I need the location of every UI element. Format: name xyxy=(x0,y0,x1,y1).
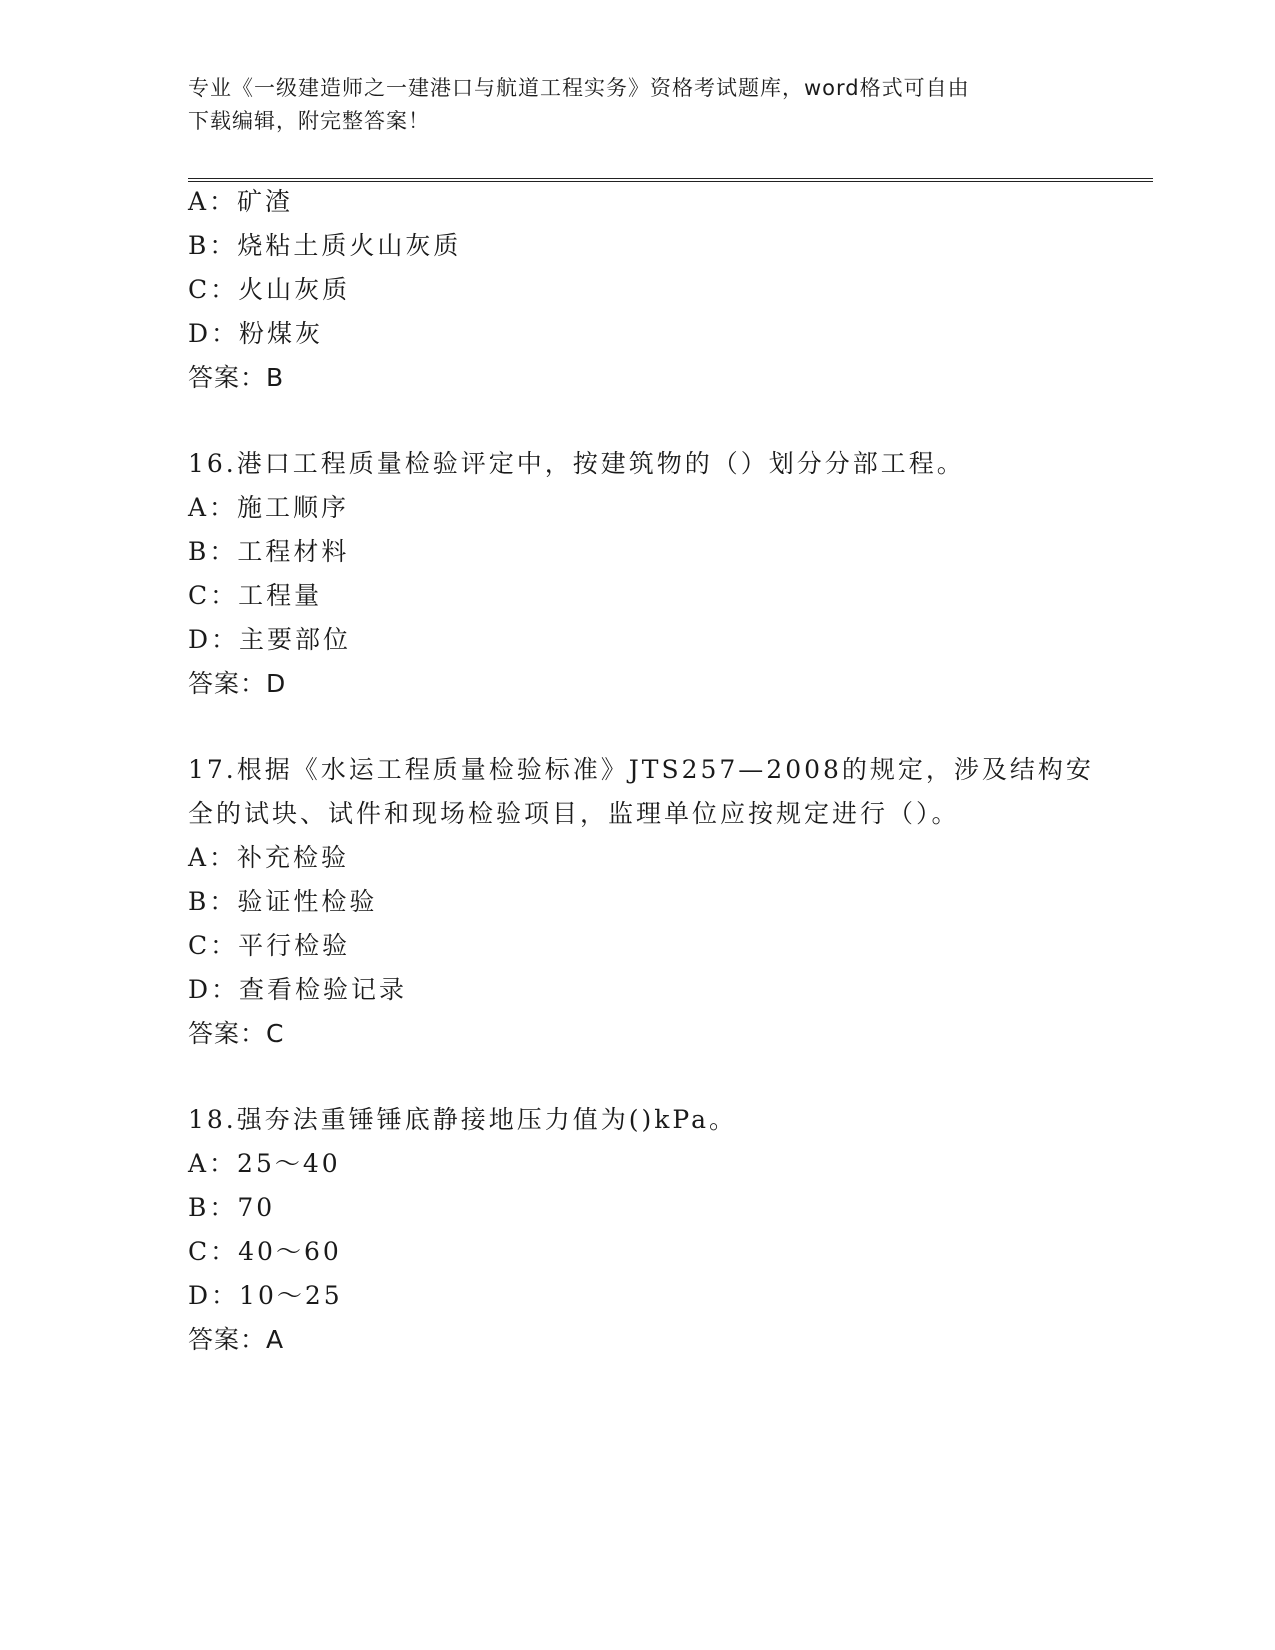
header-line-1: 专业《一级建造师之一建港口与航道工程实务》资格考试题库，word格式可自由 xyxy=(188,76,970,100)
q18-option-a: A：25～40 xyxy=(188,1149,341,1178)
header-line-2: 下载编辑，附完整答案！ xyxy=(188,109,430,133)
q15-answer: 答案：B xyxy=(188,363,285,392)
q17-option-d: D：查看检验记录 xyxy=(188,975,408,1004)
q17-answer: 答案：C xyxy=(188,1019,285,1048)
q18-answer: 答案：A xyxy=(188,1325,285,1354)
q15-option-a: A：矿渣 xyxy=(188,187,294,216)
q15-option-b: B：烧粘土质火山灰质 xyxy=(188,231,462,260)
q18-option-b: B：70 xyxy=(188,1193,276,1222)
q17-question-line-2: 全的试块、试件和现场检验项目，监理单位应按规定进行（）。 xyxy=(188,799,960,828)
q16-answer: 答案：D xyxy=(188,669,287,698)
q16-option-b: B：工程材料 xyxy=(188,537,350,566)
q15-option-d: D：粉煤灰 xyxy=(188,319,324,348)
q16-option-a: A：施工顺序 xyxy=(188,493,350,522)
q17-option-a: A：补充检验 xyxy=(188,843,350,872)
q17-option-b: B：验证性检验 xyxy=(188,887,378,916)
q16-option-d: D：主要部位 xyxy=(188,625,352,654)
q15-option-c: C：火山灰质 xyxy=(188,275,351,304)
q18-question: 18.强夯法重锤锤底静接地压力值为()kPa。 xyxy=(188,1105,738,1134)
q18-option-d: D：10～25 xyxy=(188,1281,343,1310)
q17-question-line-1: 17.根据《水运工程质量检验标准》JTS257—2008的规定，涉及结构安 xyxy=(188,755,1094,784)
header-divider xyxy=(188,178,1153,182)
q18-option-c: C：40～60 xyxy=(188,1237,342,1266)
q16-option-c: C：工程量 xyxy=(188,581,323,610)
document-header xyxy=(188,72,1088,138)
q17-option-c: C：平行检验 xyxy=(188,931,351,960)
q16-question: 16.港口工程质量检验评定中，按建筑物的（）划分分部工程。 xyxy=(188,449,965,478)
